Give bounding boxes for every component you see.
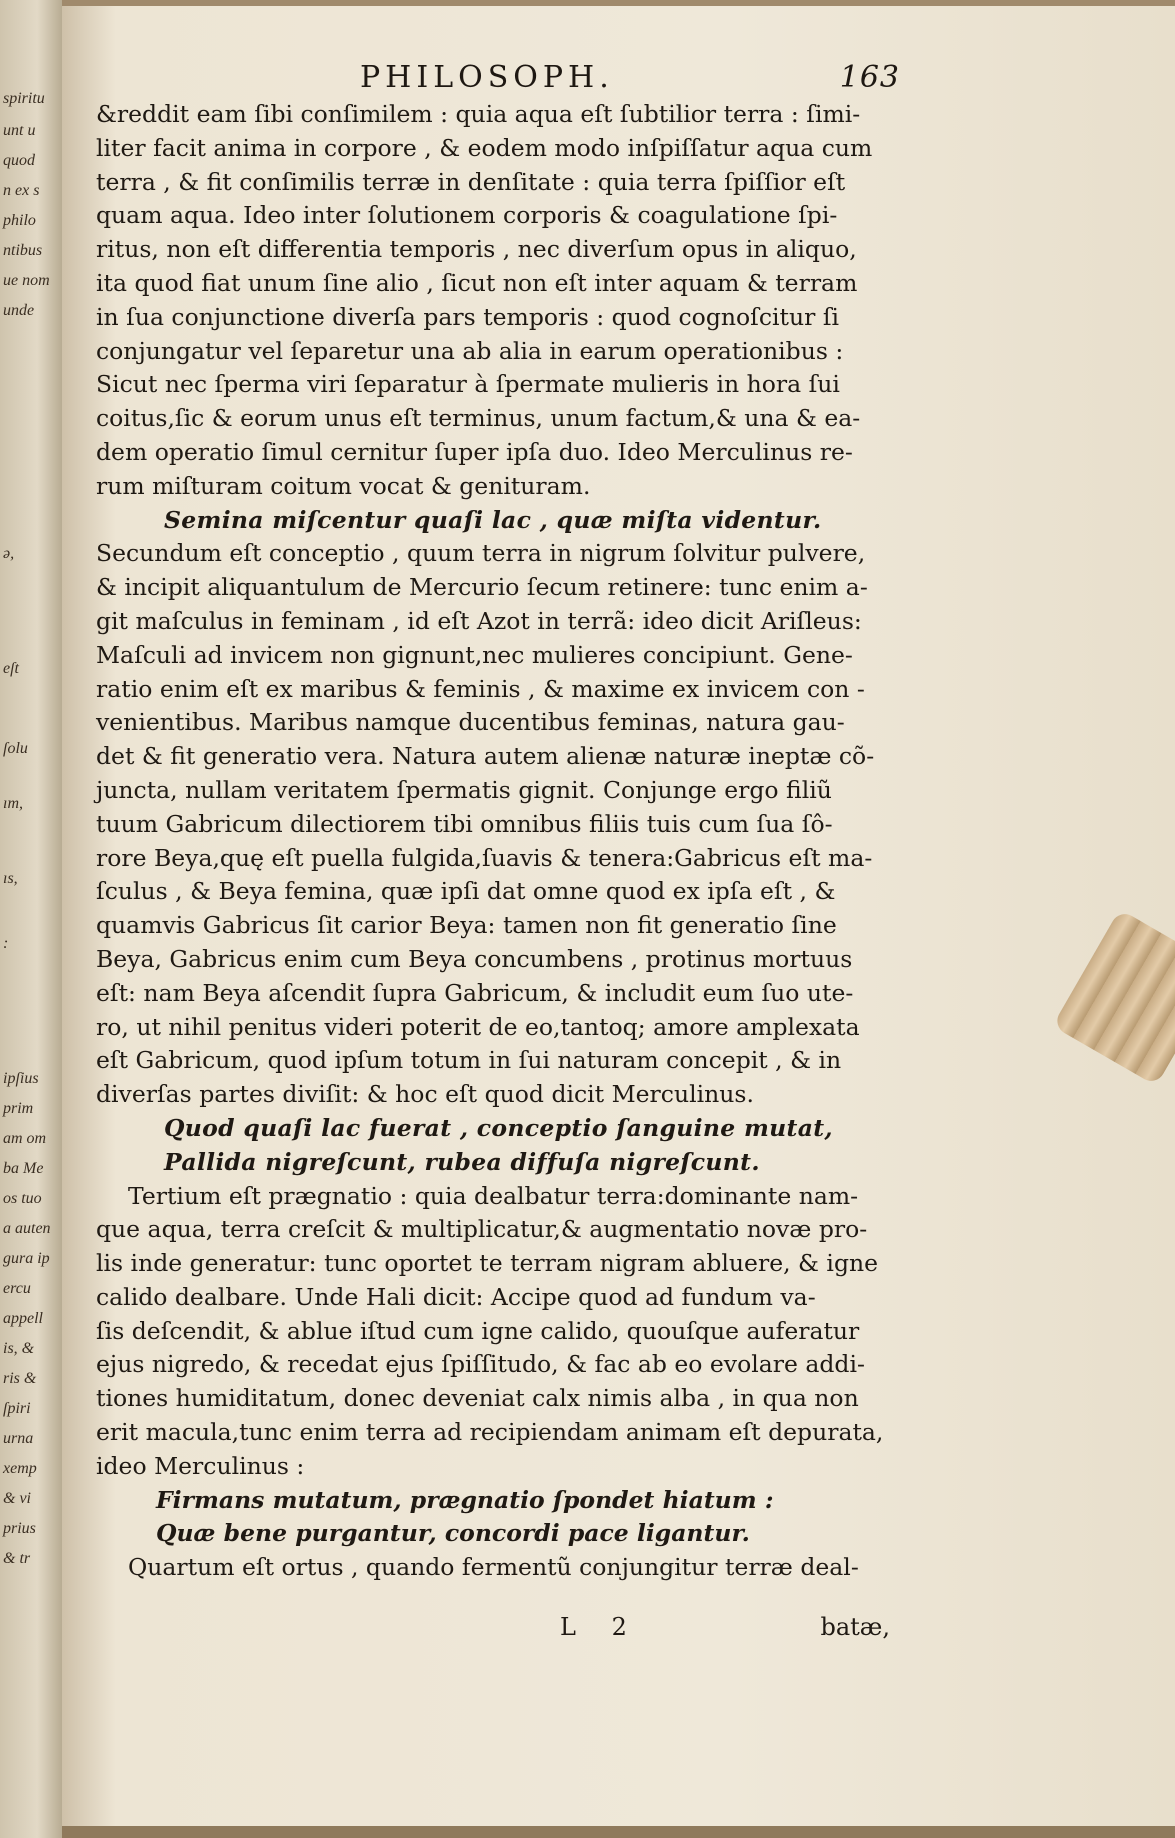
- text-line: que aqua, terra creſcit & multiplicatur,& augmentatio novæ pro-: [96, 1215, 868, 1244]
- text-line: Quartum eſt ortus , quando fermentũ conjungitur terræ deal-: [128, 1553, 859, 1582]
- text-line: ideo Merculinus :: [96, 1451, 305, 1480]
- text-line: ro, ut nihil penitus videri poterit de eo,tantoq; amore amplexata: [96, 1012, 860, 1041]
- gutter-fragment: a auten: [3, 1220, 51, 1237]
- text-line: calido dealbare. Unde Hali dicit: Accipe quod ad fundum va-: [96, 1282, 816, 1311]
- text-line: rore Beya,quę eſt puella fulgida,ſuavis & tenera:Gabricus eſt ma-: [96, 843, 873, 872]
- gutter-fragment: ǝ,: [3, 545, 15, 562]
- text-line: terra , & fit conſimilis terræ in denſitate : quia terra ſpiſſior eſt: [96, 167, 846, 196]
- signature-mark: L 2: [560, 1613, 641, 1641]
- gutter-fragment: ſolu: [3, 740, 28, 757]
- text-line: erit macula,tunc enim terra ad recipiendam animam eſt depurata,: [96, 1418, 884, 1447]
- page-number: 163: [839, 60, 900, 95]
- gutter-fragment: philo: [3, 212, 36, 229]
- gutter-fragment: is, &: [3, 1340, 35, 1357]
- gutter-fragment: ıs,: [3, 870, 18, 887]
- text-line: rum miſturam coitum vocat & genituram.: [96, 471, 591, 500]
- page-top-edge: [60, 0, 1175, 6]
- verse-line: Pallida nigreſcunt, rubea diffuſa nigreſcunt.: [164, 1147, 760, 1176]
- gutter-fragment: appell: [3, 1310, 43, 1327]
- gutter-fragment: ntibus: [3, 242, 43, 259]
- text-line: Tertium eſt prægnatio : quia dealbatur terra:dominante nam-: [128, 1181, 859, 1210]
- text-line: Beya, Gabricus enim cum Beya concumbens , protinus mortuus: [96, 944, 853, 973]
- text-line: in ſua conjunctione diverſa pars temporis : quod cognoſcitur ſi: [96, 302, 840, 331]
- gutter-fragment: prim: [3, 1100, 34, 1117]
- text-line: det & fit generatio vera. Natura autem alienæ naturæ ineptæ cõ-: [96, 742, 875, 771]
- gutter-fragment: xemp: [3, 1460, 37, 1477]
- text-line: dem operatio ſimul cernitur ſuper ipſa duo. Ideo Merculinus re-: [96, 437, 853, 466]
- verse-line: Quæ bene purgantur, concordi pace ligantur.: [156, 1519, 750, 1548]
- text-line: conjungatur vel ſeparetur una ab alia in earum operationibus :: [96, 336, 844, 365]
- text-line: ſis deſcendit, & ablue iſtud cum igne calido, quouſque auferatur: [96, 1316, 860, 1345]
- gutter-fragment: urna: [3, 1430, 34, 1447]
- gutter-fragment: ercu: [3, 1280, 31, 1297]
- text-line: ita quod fiat unum ſine alio , ſicut non eſt inter aquam & terram: [96, 268, 858, 297]
- catchword: batæ,: [820, 1613, 890, 1641]
- gutter-fragment: ım,: [3, 795, 23, 812]
- gutter-fragment: ipſius: [3, 1070, 39, 1087]
- facing-page-gutter: [0, 0, 62, 1838]
- gutter-fragment: quod: [3, 152, 35, 169]
- text-line: quamvis Gabricus ſit carior Beya: tamen non fit generatio ſine: [96, 911, 837, 940]
- text-line: diverſas partes diviſit: & hoc eſt quod dicit Merculinus.: [96, 1080, 754, 1109]
- text-line: ritus, non eſt differentia temporis , nec diverſum opus in aliquo,: [96, 235, 857, 264]
- gutter-fragment: spiritu: [3, 90, 45, 107]
- text-line: quam aqua. Ideo inter ſolutionem corporis & coagulatione ſpi-: [96, 201, 838, 230]
- running-header: [360, 60, 900, 100]
- gutter-fragment: n ex s: [3, 182, 40, 199]
- text-line: coitus,ſic & eorum unus eſt terminus, unum factum,& una & ea-: [96, 404, 861, 433]
- gutter-fragment: os tuo: [3, 1190, 42, 1207]
- text-line: Secundum eſt conceptio , quum terra in nigrum ſolvitur pulvere,: [96, 539, 866, 568]
- gutter-fragment: unt u: [3, 122, 36, 139]
- text-line: ſculus , & Beya femina, quæ ipſi dat omne quod ex ipſa eſt , &: [96, 877, 836, 906]
- text-line: git maſculus in feminam , id eſt Azot in terrã: ideo dicit Ariſleus:: [96, 606, 862, 635]
- text-line: tiones humiditatum, donec deveniat calx nimis alba , in qua non: [96, 1384, 859, 1413]
- page-bottom-edge: [60, 1826, 1175, 1838]
- gutter-fragment: eſt: [3, 660, 19, 677]
- gutter-fragment: & vi: [3, 1490, 31, 1507]
- gutter-fragment: ue nom: [3, 272, 50, 289]
- text-line: Sicut nec ſperma viri ſeparatur à ſpermate mulieris in hora ſui: [96, 370, 840, 399]
- text-line: lis inde generatur: tunc oportet te terram nigram abluere, & igne: [96, 1249, 879, 1278]
- page-footer: [560, 1613, 890, 1647]
- gutter-fragment: gura ip: [3, 1250, 50, 1267]
- text-line: juncta, nullam veritatem ſpermatis gignit. Conjunge ergo filiũ: [96, 775, 832, 804]
- gutter-fragment: & tr: [3, 1550, 31, 1567]
- gutter-fragment: am om: [3, 1130, 47, 1147]
- text-line: tuum Gabricum dilectiorem tibi omnibus filiis tuis cum ſua ſô-: [96, 809, 833, 838]
- main-text-block: [96, 98, 896, 1585]
- text-line: liter facit anima in corpore , & eodem modo inſpiſſatur aqua cum: [96, 133, 873, 162]
- verse-line: Quod quaſi lac fuerat , conceptio ſanguine mutat,: [164, 1113, 833, 1142]
- gutter-fragment: unde: [3, 302, 35, 319]
- text-line: eſt Gabricum, quod ipſum totum in ſui naturam concepit , & in: [96, 1046, 842, 1075]
- running-title: PHILOSOPH.: [360, 60, 614, 95]
- text-line: venientibus. Maribus namque ducentibus feminas, natura gau-: [96, 708, 845, 737]
- text-line: ejus nigredo, & recedat ejus ſpiſſitudo, & fac ab eo evolare addi-: [96, 1350, 865, 1379]
- text-line: Maſculi ad invicem non gignunt,nec mulieres concipiunt. Gene-: [96, 640, 853, 669]
- gutter-fragment: ſpiri: [3, 1400, 31, 1417]
- text-line: & incipit aliquantulum de Mercurio ſecum retinere: tunc enim a-: [96, 573, 868, 602]
- verse-line: Semina miſcentur quaſi lac , quæ miſta videntur.: [164, 505, 822, 534]
- gutter-fragment: ris &: [3, 1370, 37, 1387]
- text-line: eſt: nam Beya aſcendit ſupra Gabricum, & includit eum ſuo ute-: [96, 978, 854, 1007]
- text-line: &reddit eam ſibi conſimilem : quia aqua eſt ſubtilior terra : ſimi-: [96, 100, 861, 128]
- text-line: ratio enim eſt ex maribus & feminis , & maxime ex invicem con -: [96, 674, 865, 703]
- verse-line: Firmans mutatum, prægnatio ſpondet hiatum :: [156, 1485, 774, 1514]
- gutter-fragment: ba Me: [3, 1160, 44, 1177]
- gutter-fragment: prius: [3, 1520, 36, 1537]
- gutter-fragment: :: [3, 935, 9, 952]
